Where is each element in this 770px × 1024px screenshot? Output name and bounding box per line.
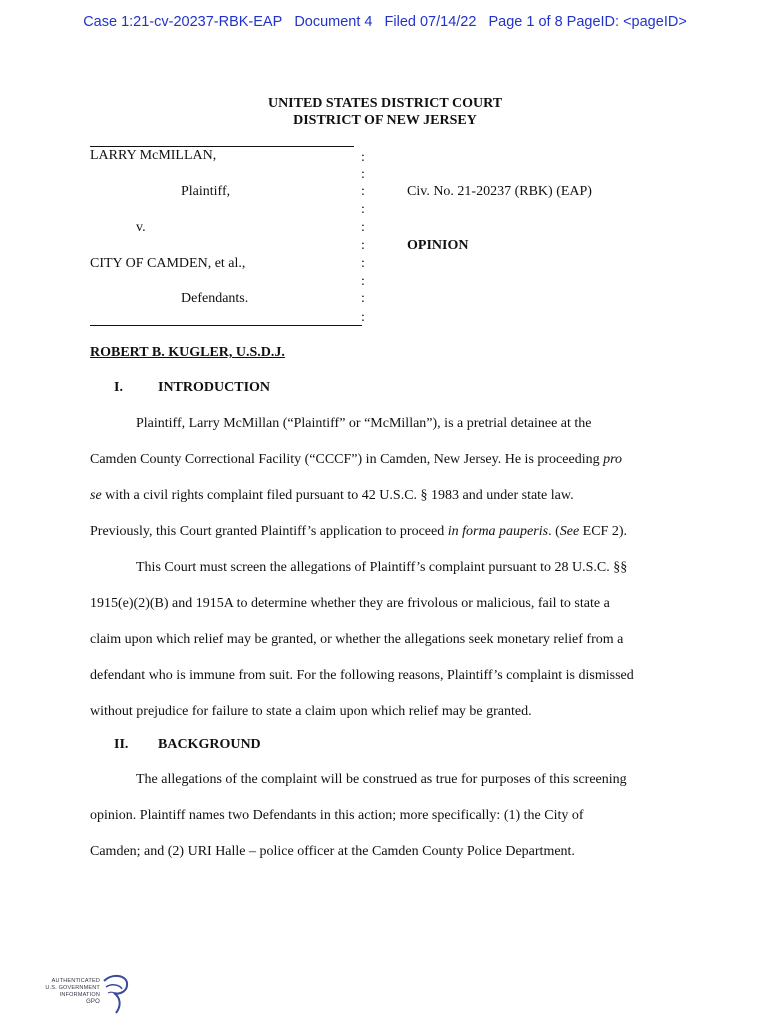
plaintiff-role: Plaintiff, — [181, 184, 231, 199]
plaintiff-name: LARRY McMILLAN, — [90, 148, 217, 163]
gpo-logo-text: U.S. GOVERNMENT — [45, 985, 100, 991]
filed-date: Filed 07/14/22 — [384, 14, 477, 30]
court-name: UNITED STATES DISTRICT COURT — [267, 96, 503, 111]
colon: : — [361, 238, 365, 253]
text-run: . ( — [548, 524, 560, 539]
section-title: INTRODUCTION — [158, 380, 271, 395]
caption-bottom-rule — [90, 325, 362, 326]
paragraph-line: claim upon which relief may be granted, or whether the allegations seek monetary relief from a — [90, 632, 624, 647]
colon: : — [361, 184, 365, 199]
colon: : — [361, 274, 365, 289]
court-district: DISTRICT OF NEW JERSEY — [293, 113, 477, 128]
paragraph-line: This Court must screen the allegations of Plaintiff’s complaint pursuant to 28 U.S.C. §§ — [136, 560, 628, 575]
text-run: ECF 2). — [579, 524, 628, 539]
paragraph-line: Plaintiff, Larry McMillan (“Plaintiff” or “McMillan”), is a pretrial detainee at the — [136, 416, 592, 431]
colon: : — [361, 220, 365, 235]
italic-text: in forma pauperis — [447, 524, 549, 539]
document-number: Document 4 — [294, 14, 373, 30]
case-number: Case 1:21-cv-20237-RBK-EAP — [83, 14, 283, 30]
colon: : — [361, 310, 365, 325]
colon: : — [361, 202, 365, 217]
italic-text: See — [559, 524, 580, 539]
text-run: with a civil rights complaint filed pursuant to 42 U.S.C. § 1983 and under state law. — [101, 488, 574, 503]
paragraph-line: Camden; and (2) URI Halle – police officer at the Camden County Police Department. — [90, 844, 575, 859]
civil-number: Civ. No. 21-20237 (RBK) (EAP) — [407, 184, 592, 199]
italic-text: pro — [603, 452, 623, 467]
eagle-icon — [100, 973, 130, 1017]
document-type: OPINION — [407, 238, 469, 253]
section-title: BACKGROUND — [158, 737, 261, 752]
text-run: Previously, this Court granted Plaintiff’s application to proceed — [90, 524, 448, 539]
paragraph-line — [90, 478, 690, 514]
section-heading — [90, 737, 261, 753]
section-heading — [90, 380, 270, 396]
gpo-authenticated-logo — [44, 973, 130, 1017]
paragraph-line: opinion. Plaintiff names two Defendants in this action; more specifically: (1) the City of — [90, 808, 584, 823]
defendant-name: CITY OF CAMDEN, et al., — [90, 256, 246, 271]
section-number: I. — [114, 380, 123, 395]
paragraph-line: defendant who is immune from suit. For the following reasons, Plaintiff’s complaint is dismissed — [90, 668, 634, 683]
caption-top-rule — [90, 146, 354, 147]
introduction-body — [90, 406, 690, 730]
case-header — [0, 14, 770, 30]
judge-name: ROBERT B. KUGLER, U.S.D.J. — [90, 345, 285, 360]
colon: : — [361, 256, 365, 271]
colon: : — [361, 167, 365, 182]
defendant-role: Defendants. — [181, 291, 249, 306]
paragraph-line: 1915(e)(2)(B) and 1915A to determine whether they are frivolous or malicious, fail to state a — [90, 596, 610, 611]
background-body — [90, 762, 690, 870]
paragraph-line — [90, 442, 690, 478]
gpo-logo-text: AUTHENTICATED — [51, 978, 100, 984]
gpo-logo-mark: GPO — [86, 999, 100, 1005]
gpo-logo-text: INFORMATION — [59, 992, 100, 998]
colon: : — [361, 291, 365, 306]
section-number: II. — [114, 737, 129, 752]
paragraph-line — [90, 514, 690, 550]
paragraph-line: The allegations of the complaint will be construed as true for purposes of this screening — [136, 772, 627, 787]
italic-text: se — [90, 488, 102, 503]
paragraph-line: without prejudice for failure to state a claim upon which relief may be granted. — [90, 704, 532, 719]
versus: v. — [136, 220, 146, 235]
colon: : — [361, 150, 365, 165]
page-info: Page 1 of 8 PageID: <pageID> — [488, 14, 687, 30]
text-run: Camden County Correctional Facility (“CCCF”) in Camden, New Jersey. He is proceeding — [90, 452, 604, 467]
court-title — [0, 95, 770, 129]
